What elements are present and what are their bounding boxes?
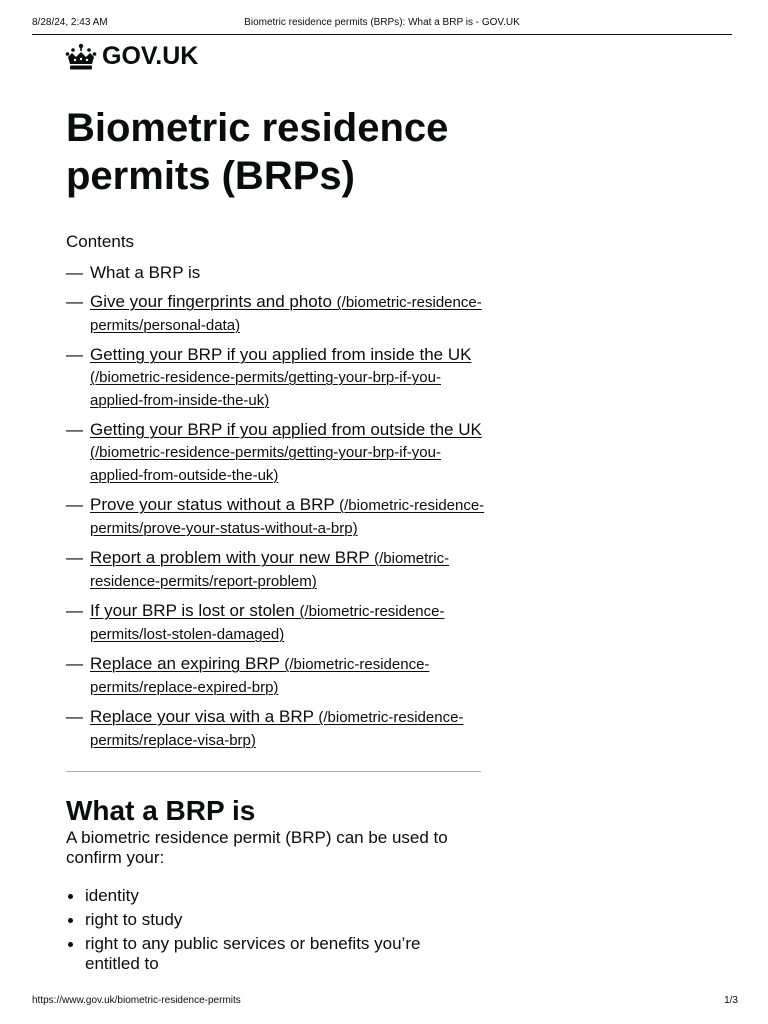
contents-current-label: What a BRP is: [90, 263, 201, 282]
contents-item-replace-visa: [66, 706, 486, 752]
section-intro: A biometric residence permit (BRP) can be used to confirm your:: [66, 828, 448, 867]
contents-link-replace-visa[interactable]: [90, 707, 463, 749]
print-date: 8/28/24, 2:43 AM: [32, 17, 108, 28]
link-url: (/biometric-residence-permits/getting-your-brp-if-you-applied-from-outside-the-uk): [90, 444, 441, 484]
contents-item-prove-status: [66, 494, 486, 540]
contents-link-outside-uk[interactable]: [90, 420, 482, 484]
dash-marker: —: [66, 707, 83, 726]
contents-item-outside-uk: [66, 419, 486, 487]
dash-marker: —: [66, 292, 83, 311]
contents-link-inside-uk[interactable]: [90, 345, 471, 409]
contents-item-inside-uk: [66, 344, 486, 412]
link-label: Replace your visa with a BRP: [90, 707, 319, 726]
dash-marker: —: [66, 495, 83, 514]
contents-item-replace-expiring: [66, 653, 486, 699]
section-heading: What a BRP is: [66, 795, 256, 826]
contents-heading: Contents: [66, 232, 135, 251]
contents-link-replace-expiring[interactable]: [90, 654, 429, 696]
section-divider: [66, 771, 481, 772]
dash-marker: —: [66, 548, 83, 567]
link-label: If your BRP is lost or stolen: [90, 601, 300, 620]
link-label: Getting your BRP if you applied from inside the UK: [90, 345, 472, 364]
link-label: Report a problem with your new BRP: [90, 548, 375, 567]
dash-marker: —: [66, 601, 83, 620]
dash-marker: —: [66, 263, 83, 282]
print-url: https://www.gov.uk/biometric-residence-permits: [32, 995, 241, 1006]
header-divider: [32, 34, 732, 35]
logo-text: GOV.UK: [102, 42, 199, 70]
link-url: (/biometric-residence-permits/replace-visa-brp): [90, 709, 464, 749]
contents-link-lost-stolen[interactable]: [90, 601, 444, 643]
dash-marker: —: [66, 345, 83, 364]
link-url: (/biometric-residence-permits/prove-your-status-without-a-brp): [90, 497, 485, 537]
contents-item-report-problem: [66, 547, 486, 593]
link-url: (/biometric-residence-permits/lost-stolen-damaged): [90, 603, 445, 643]
contents-link-report-problem[interactable]: [90, 548, 449, 590]
contents-link-fingerprints[interactable]: [90, 292, 482, 334]
page-number: 1/3: [724, 995, 738, 1006]
link-url: (/biometric-residence-permits/personal-data): [90, 294, 482, 334]
list-item: right to study: [66, 910, 466, 930]
list-item: identity: [66, 886, 466, 906]
dash-marker: —: [66, 654, 83, 673]
link-url: (/biometric-residence-permits/report-problem): [90, 550, 450, 590]
crown-icon: [65, 43, 97, 71]
brp-uses-list: [66, 886, 466, 978]
list-item: right to any public services or benefits you’re entitled to: [66, 934, 466, 974]
link-label: Replace an expiring BRP: [90, 654, 285, 673]
dash-marker: —: [66, 420, 83, 439]
print-page-title: Biometric residence permits (BRPs): What a BRP is - GOV.UK: [244, 17, 520, 28]
contents-list: [66, 262, 486, 759]
contents-link-prove-status[interactable]: [90, 495, 484, 537]
link-label: Prove your status without a BRP: [90, 495, 340, 514]
link-label: Give your fingerprints and photo: [90, 292, 337, 311]
contents-item-lost-stolen: [66, 600, 486, 646]
contents-item-fingerprints: [66, 291, 486, 337]
link-label: Getting your BRP if you applied from outside the UK: [90, 420, 482, 439]
page-title: Biometric residence permits (BRPs): [66, 106, 449, 198]
govuk-logo-link[interactable]: [65, 42, 198, 71]
link-url: (/biometric-residence-permits/replace-expired-brp): [90, 656, 430, 696]
contents-item-what-a-brp-is: [66, 262, 486, 284]
link-url: (/biometric-residence-permits/getting-your-brp-if-you-applied-from-inside-the-uk): [90, 369, 441, 409]
